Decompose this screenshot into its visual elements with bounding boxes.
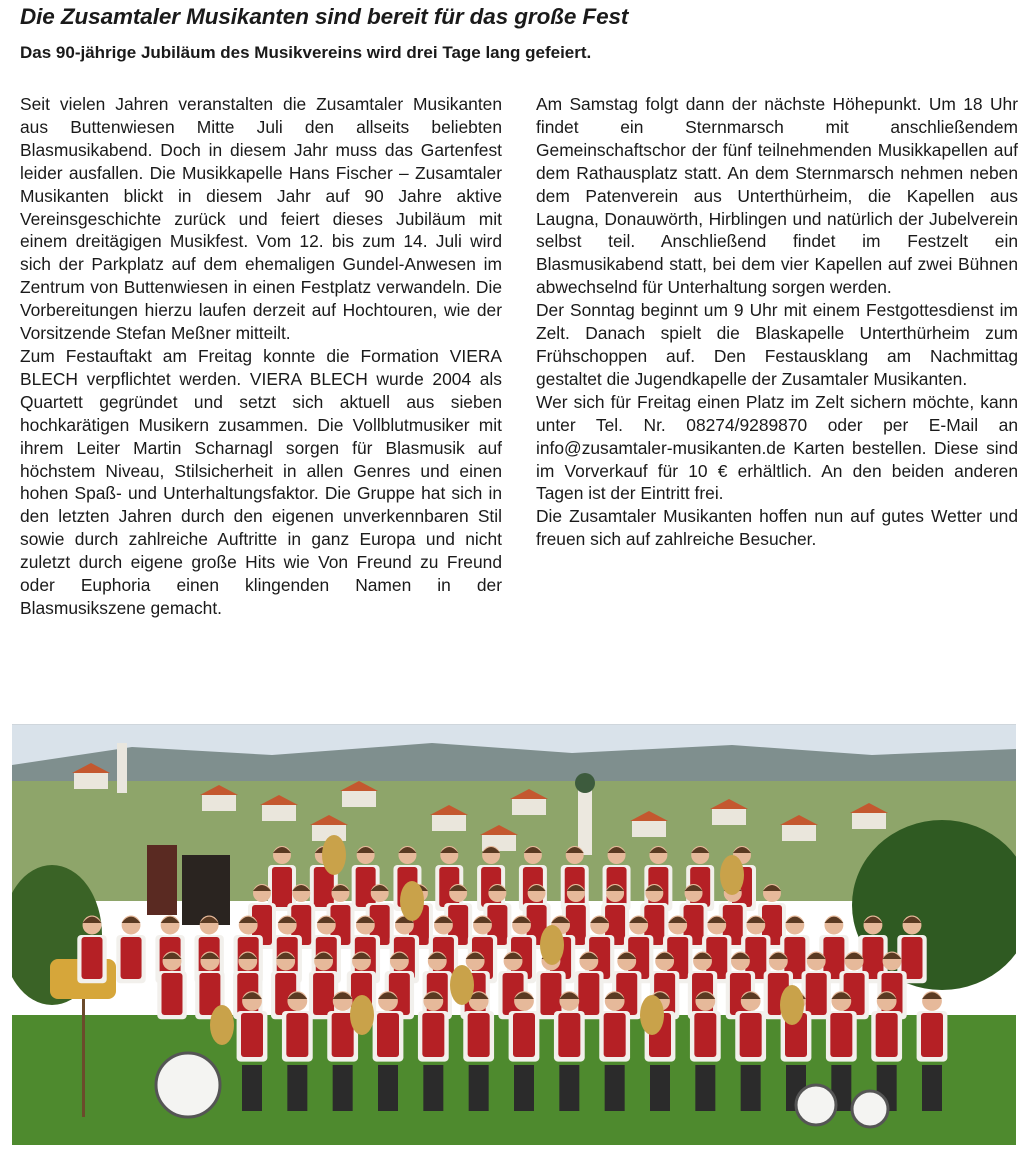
subheadline: Das 90-jährige Jubiläum des Musikvereins wird drei Tage lang gefeiert.: [20, 43, 592, 62]
musician-legs: [922, 1065, 942, 1111]
house: [432, 815, 466, 831]
paragraph: Die Zusamtaler Musikanten hoffen nun auf gutes Wetter und freuen sich auf zahlreiche Besucher.: [536, 506, 1018, 550]
group-photo: [12, 724, 1016, 1145]
musician: [917, 991, 948, 1062]
banner: [147, 845, 177, 915]
musician-legs: [695, 1065, 715, 1111]
paragraph: Wer sich für Freitag einen Platz im Zelt sichern möchte, kann unter Tel. Nr. 08274/9289870 oder per E-Mail an info@zusamtaler-musikanten.de Karten bestellen. Diese sind im Vorverkauf für 10 € erhältlich. An den beiden anderen Tagen ist der Eintritt frei.: [536, 391, 1018, 504]
brass-instrument: [322, 835, 346, 875]
musician-legs: [378, 1065, 398, 1111]
snare-drum: [852, 1091, 888, 1127]
article-column-right: [536, 93, 1018, 551]
musician-legs: [333, 1065, 353, 1111]
group-photo-illustration: [12, 725, 1016, 1145]
church-dome: [575, 773, 595, 793]
paragraph: Am Samstag folgt dann der nächste Höhepunkt. Um 18 Uhr findet ein Sternmarsch mit anschließendem Gemeinschaftschor der fünf teilnehmenden Musikkapellen auf dem Rathausplatz statt. An dem Sternmarsch nehmen neben dem Patenverein aus Unterthürheim, die Kapellen aus Laugna, Donauwörth, Hirblingen und natürlich der Jubelverein selbst teil. Anschließend findet im Festzelt ein Blasmusikabend statt, bei dem vier Kapellen auf zwei Bühnen abwechselnd für Unterhaltung sorgen werden.: [536, 94, 1018, 298]
house: [852, 813, 886, 829]
house: [202, 795, 236, 811]
musician-legs: [423, 1065, 443, 1111]
bass-drum: [156, 1053, 220, 1117]
paragraph: Zum Festauftakt am Freitag konnte die Formation VIERA BLECH verpflichtet werden. VIERA BLECH wurde 2004 als Quartett gegründet und setzt sich aktuell aus sieben hochkarätigen Musikern zusammen. Die Vollblutmusiker mit ihrem Leiter Martin Scharnagl sorgen für Blasmusik auf höchstem Niveau, Stilsicherheit in allen Genres und einen hohen Spaß- und Unterhaltungsfaktor. Die Gruppe hat sich in den letzten Jahren durch den eigenen unverkennbaren Stil sowie durch zahlreiche Auftritte in ganz Europa und nicht zuletzt durch eigene große Hits wie Von Freund zu Freund oder Euphoria einen klingenden Namen in der Blasmusikszene gemacht.: [20, 345, 502, 618]
musician-legs: [650, 1065, 670, 1111]
brass-instrument: [400, 881, 424, 921]
house: [782, 825, 816, 841]
brass-instrument: [780, 985, 804, 1025]
musician-legs: [559, 1065, 579, 1111]
brass-instrument: [540, 925, 564, 965]
musician-legs: [741, 1065, 761, 1111]
house: [342, 791, 376, 807]
church-tower: [117, 743, 127, 793]
sign-pole: [82, 999, 85, 1117]
snare-drum: [796, 1085, 836, 1125]
musician-legs: [469, 1065, 489, 1111]
article-column-left: [20, 93, 502, 620]
paragraph: Der Sonntag beginnt um 9 Uhr mit einem Festgottesdienst im Zelt. Danach spielt die Blaskapelle Unterthürheim zum Frühschoppen auf. Den Festausklang am Nachmittag gestaltet die Jugendkapelle der Zusamtaler Musikanten.: [536, 300, 1018, 389]
brass-instrument: [450, 965, 474, 1005]
house: [262, 805, 296, 821]
house: [712, 809, 746, 825]
musician-legs: [514, 1065, 534, 1111]
brass-instrument: [350, 995, 374, 1035]
brass-instrument: [720, 855, 744, 895]
house: [632, 821, 666, 837]
brass-instrument: [640, 995, 664, 1035]
paragraph: Seit vielen Jahren veranstalten die Zusamtaler Musikanten aus Buttenwiesen Mitte Juli den allseits beliebten Blasmusikabend. Doch in diesem Jahr muss das Gartenfest leider ausfallen. Die Musikkapelle Hans Fischer – Zusamtaler Musikanten blickt in diesem Jahr auf 90 Jahre aktive Vereinsgeschichte zurück und feiert dieses Jubiläum mit einem dreitägigen Musikfest. Vom 12. bis zum 14. Juli wird sich der Parkplatz auf dem ehemaligen Gundel-Anwesen im Zentrum von Buttenwiesen in einen Festplatz verwandeln. Die Vorbereitungen hierzu laufen derzeit auf Hochtouren, wie der Vorsitzende Stefan Meßner mitteilt.: [20, 94, 502, 344]
musician-legs: [287, 1065, 307, 1111]
house: [74, 773, 108, 789]
musician-legs: [242, 1065, 262, 1111]
musician: [116, 916, 145, 984]
musician-legs: [605, 1065, 625, 1111]
banner: [182, 855, 230, 925]
headline: Die Zusamtaler Musikanten sind bereit für das große Fest: [20, 4, 629, 29]
brass-instrument: [210, 1005, 234, 1045]
house: [512, 799, 546, 815]
